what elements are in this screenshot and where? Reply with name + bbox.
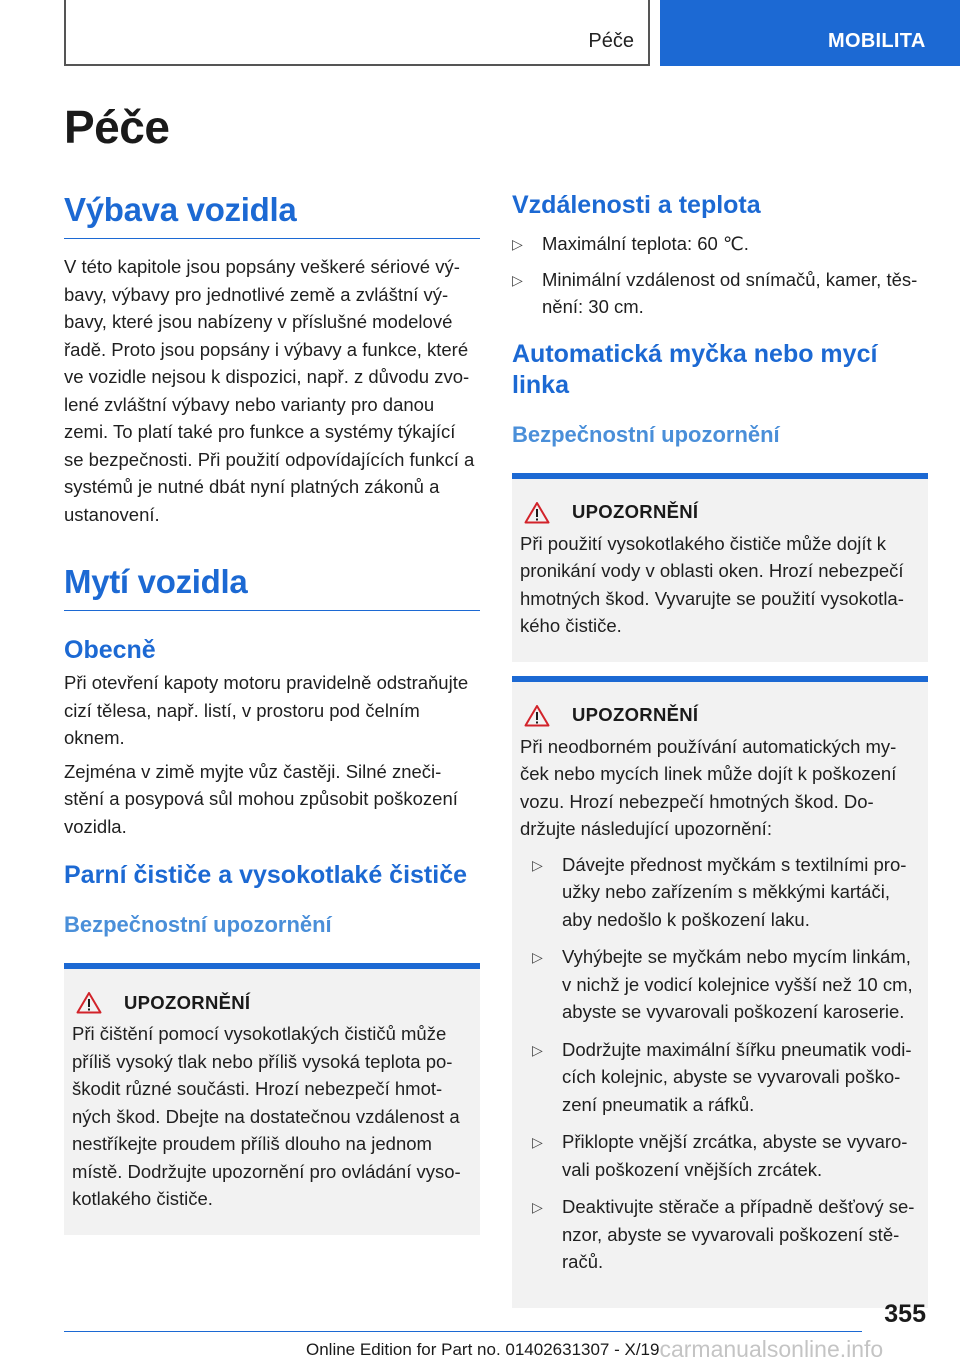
vybava-paragraph: V této kapitole jsou popsány veškeré sériové vý-bavy, výbavy pro jednotlivé země a zvláštní vý-bavy, které jsou nabízeny v příslušné modelové řadě. Proto jsou popsány i výbavy a funkce, které ve vozidle nejsou k dispozici, např. z důvodu zvo-lené zvláštní výbavy nebo varianty pro danou zemi. To platí také pro funkce a systémy týkající se bezpečnosti. Při použití odpovídajících funkcí a systémů je nutné dbát nyní platných zákonů a ustanovení. (64, 256, 475, 525)
footer-watermark[interactable]: carmanualsonline.info (659, 1336, 884, 1362)
triangle-bullet-icon: ▷ (532, 949, 543, 965)
warning-box-car-wash (512, 676, 928, 1308)
subsection-title-bezpecnostni-right: Bezpečnostní upozornění (512, 421, 780, 447)
triangle-bullet-icon: ▷ (532, 1041, 543, 1058)
car-wash-list (520, 851, 920, 1276)
warning-box-window-water (512, 473, 928, 662)
section-title-myti: Mytí vozidla (64, 562, 480, 611)
triangle-bullet-icon: ▷ (532, 856, 543, 873)
page-number: 355 (884, 1300, 926, 1328)
header-chapter-label: MOBILITA (828, 30, 926, 52)
triangle-bullet-icon: ▷ (512, 236, 523, 252)
list-item: ▷ Dávejte přednost myčkám s textilními pro-užky nebo zařízením s měkkými kartáči, aby nedošlo k poškození laku. (532, 853, 907, 930)
list-item: ▷ Deaktivujte stěrače a případně dešťový se-nzor, abyste se vyvarovali poškození stě-račů. (532, 1196, 915, 1272)
obecne-paragraph-2: Zejména v zimě myjte vůz častěji. Silné zneči-stění a posypová sůl mohou způsobit poškození vozidla. (64, 760, 458, 837)
warning-header (72, 991, 472, 1014)
triangle-bullet-icon: ▷ (532, 1134, 543, 1150)
warning-triangle-icon (524, 501, 550, 524)
warning-title: UPOZORNĚNÍ (124, 991, 251, 1013)
obecne-paragraph-1: Při otevření kapoty motoru pravidelně odstraňujte cizí tělesa, např. listí, v prostoru pod čelním oknem. (64, 672, 469, 748)
header-section-box (64, 0, 650, 66)
right-column (512, 190, 928, 1308)
warning-triangle-icon (76, 991, 102, 1014)
list-item: ▷ Minimální vzdálenost od snímačů, kamer, těs-nění: 30 cm. (512, 268, 918, 317)
triangle-bullet-icon: ▷ (532, 1199, 543, 1215)
header-chapter-tab[interactable] (660, 0, 960, 66)
list-item: ▷ Vyhýbejte se myčkám nebo mycím linkám, v nichž je vodicí kolejnice vyšší než 10 cm, abyste se vyvarovali poškození karoserie. (532, 946, 913, 1022)
warning-title: UPOZORNĚNÍ (572, 501, 699, 522)
warning-text: Při čištění pomocí vysokotlakých čističů může příliš vysoký tlak nebo příliš vysoká teplota po-škodit různé součásti. Hrozí nebezpečí hmot-ných škod. Dbejte na dostatečnou vzdálenost a nestříkejte proudem příliš dlouho na jednom místě. Dodržujte upozornění pro ovládání vyso-kotlakého čističe. (72, 1023, 461, 1209)
triangle-bullet-icon: ▷ (512, 271, 523, 288)
warning-triangle-icon (524, 704, 550, 727)
page-title: Péče (64, 101, 170, 153)
footer-divider (64, 1331, 862, 1332)
list-item: ▷ Dodržujte maximální šířku pneumatik vodi-cích kolejnic, abyste se vyvarovali poško-zení pneumatik a ráfků. (532, 1038, 912, 1115)
subsection-title-parni: Parní čističe a vysokotlaké čističe (64, 861, 468, 889)
vzdalenosti-list (512, 230, 928, 321)
warning-text: Při neodborném používání automatických my-ček nebo mycích linek může dojít k poškození vozu. Hrozí nebezpečí hmotných škod. Do-držujte následující upozornění: (520, 735, 897, 839)
header-section-label: Péče (588, 30, 634, 52)
warning-title: UPOZORNĚNÍ (572, 704, 699, 725)
footer-edition-text: Online Edition for Part no. 01402631307 - X/19 (306, 1340, 660, 1359)
subsection-title-automaticka: Automatická myčka nebo mycí linka (512, 339, 878, 399)
warning-box-high-pressure (64, 963, 480, 1235)
subsection-title-bezpecnostni-left: Bezpečnostní upozornění (64, 912, 332, 937)
left-column (64, 190, 480, 1235)
section-title-vybava: Výbava vozidla (64, 190, 480, 239)
list-item: ▷ Přiklopte vnější zrcátka, abyste se vyvaro-vali poškození vnějších zrcátek. (532, 1131, 908, 1180)
warning-header (520, 501, 920, 524)
footer-edition (306, 1336, 883, 1362)
subsection-title-obecne: Obecně (64, 636, 156, 664)
list-item: ▷ Maximální teplota: 60 ℃. (512, 230, 928, 258)
warning-header (520, 704, 920, 727)
warning-text: Při použití vysokotlakého čističe může dojít k pronikání vody v oblasti oken. Hrozí nebezpečí hmotných škod. Vyvarujte se použití vysokotla-kého čističe. (520, 532, 904, 636)
subsection-title-vzdalenosti: Vzdálenosti a teplota (512, 191, 761, 219)
